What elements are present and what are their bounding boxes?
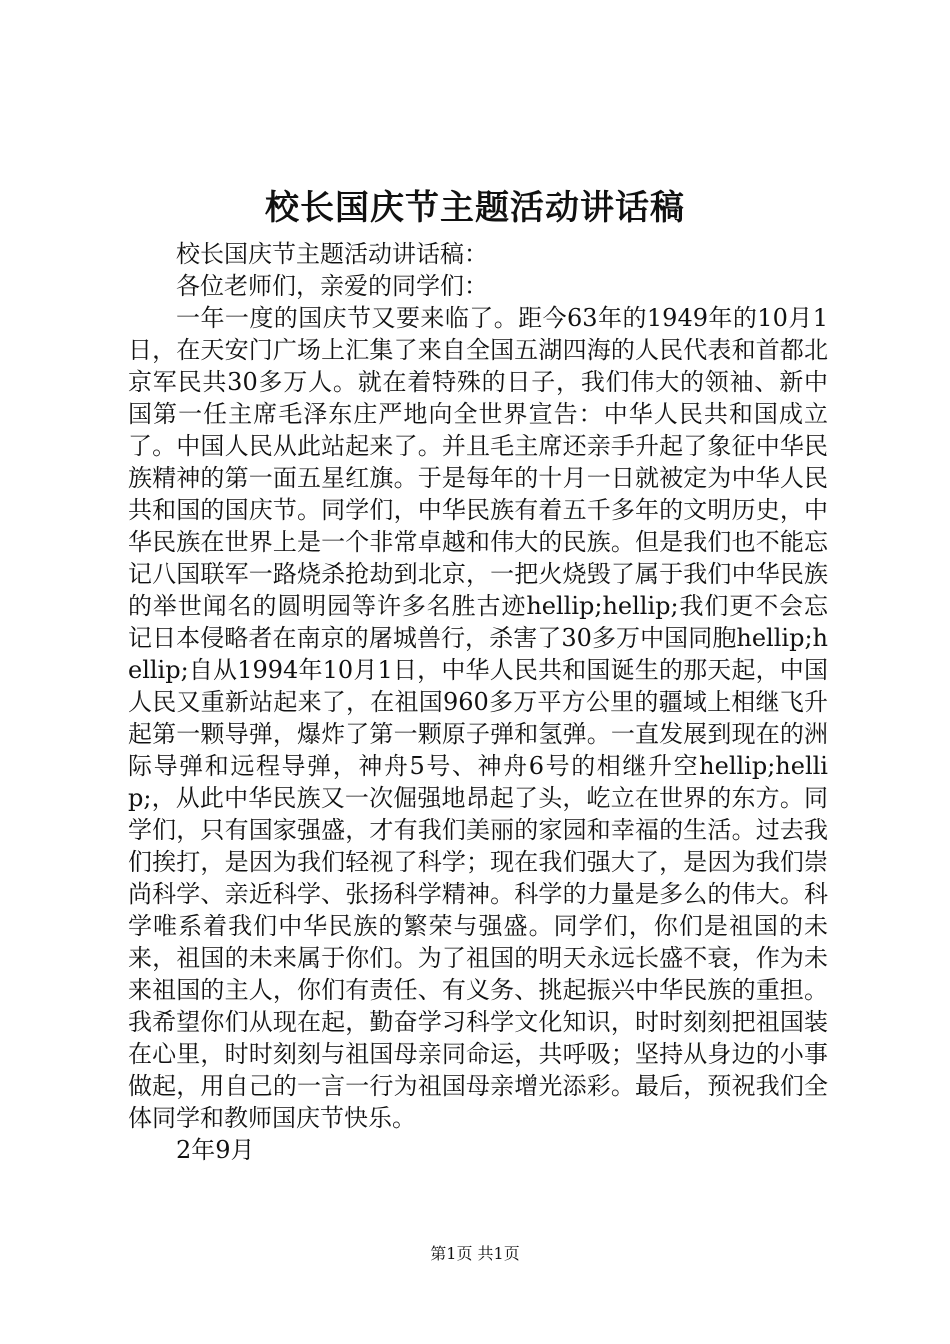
paragraph-heading-line: 校长国庆节主题活动讲话稿： [176, 240, 488, 268]
paragraph-date: 2年9月 [176, 1136, 255, 1164]
paragraph-main-speech: 一年一度的国庆节又要来临了。距今63年的1949年的10月1日，在天安门广场上汇集了来自全国五湖四海的人民代表和首都北京军民共30多万人。就在着特殊的日子，我们伟大的领袖、新中国第一任主席毛泽东庄严地向全世界宣告：中华人民共和国成立了。中国人民从此站起来了。并且毛主席还亲手升起了象征中华民族精神的第一面五星红旗。于是每年的十月一日就被定为中华人民共和国的国庆节。同学们，中华民族有着五千多年的文明历史，中华民族在世界上是一个非常卓越和伟大的民族。但是我们也不能忘记八国联军一路烧杀抢劫到北京，一把火烧毁了属于我们中华民族的举世闻名的圆明园等许多名胜古迹hellip;hellip;我们更不会忘记日本侵略者在南京的屠城兽行，杀害了30多万中国同胞hellip;hellip;自从1994年10月1日，中华人民共和国诞生的那天起，中国人民又重新站起来了，在祖国960多万平方公里的疆域上相继飞升起第一颗导弹，爆炸了第一颗原子弹和氢弹。一直发展到现在的洲际导弹和远程导弹，神舟5号、神舟6号的相继升空hellip;hellip;，从此中华民族又一次倔强地昂起了头，屹立在世界的东方。同学们，只有国家强盛，才有我们美丽的家园和幸福的生活。过去我们挨打，是因为我们轻视了科学；现在我们强大了，是因为我们崇尚科学、亲近科学、张扬科学精神。科学的力量是多么的伟大。科学唯系着我们中华民族的繁荣与强盛。同学们，你们是祖国的未来，祖国的未来属于你们。为了祖国的明天永远长盛不衰，作为未来祖国的主人，你们有责任、有义务、挑起振兴中华民族的重担。我希望你们从现在起，勤奋学习科学文化知识，时时刻刻把祖国装在心里，时时刻刻与祖国母亲同命运，共呼吸；坚持从身边的小事做起，用自己的一言一行为祖国母亲增光添彩。最后，预祝我们全体同学和教师国庆节快乐。 [128, 304, 828, 1132]
page-footer: 第1页 共1页 [430, 1244, 520, 1263]
paragraph-salutation: 各位老师们，亲爱的同学们： [176, 272, 488, 300]
document-title: 校长国庆节主题活动讲话稿 [265, 188, 685, 228]
document-body [128, 238, 828, 1166]
